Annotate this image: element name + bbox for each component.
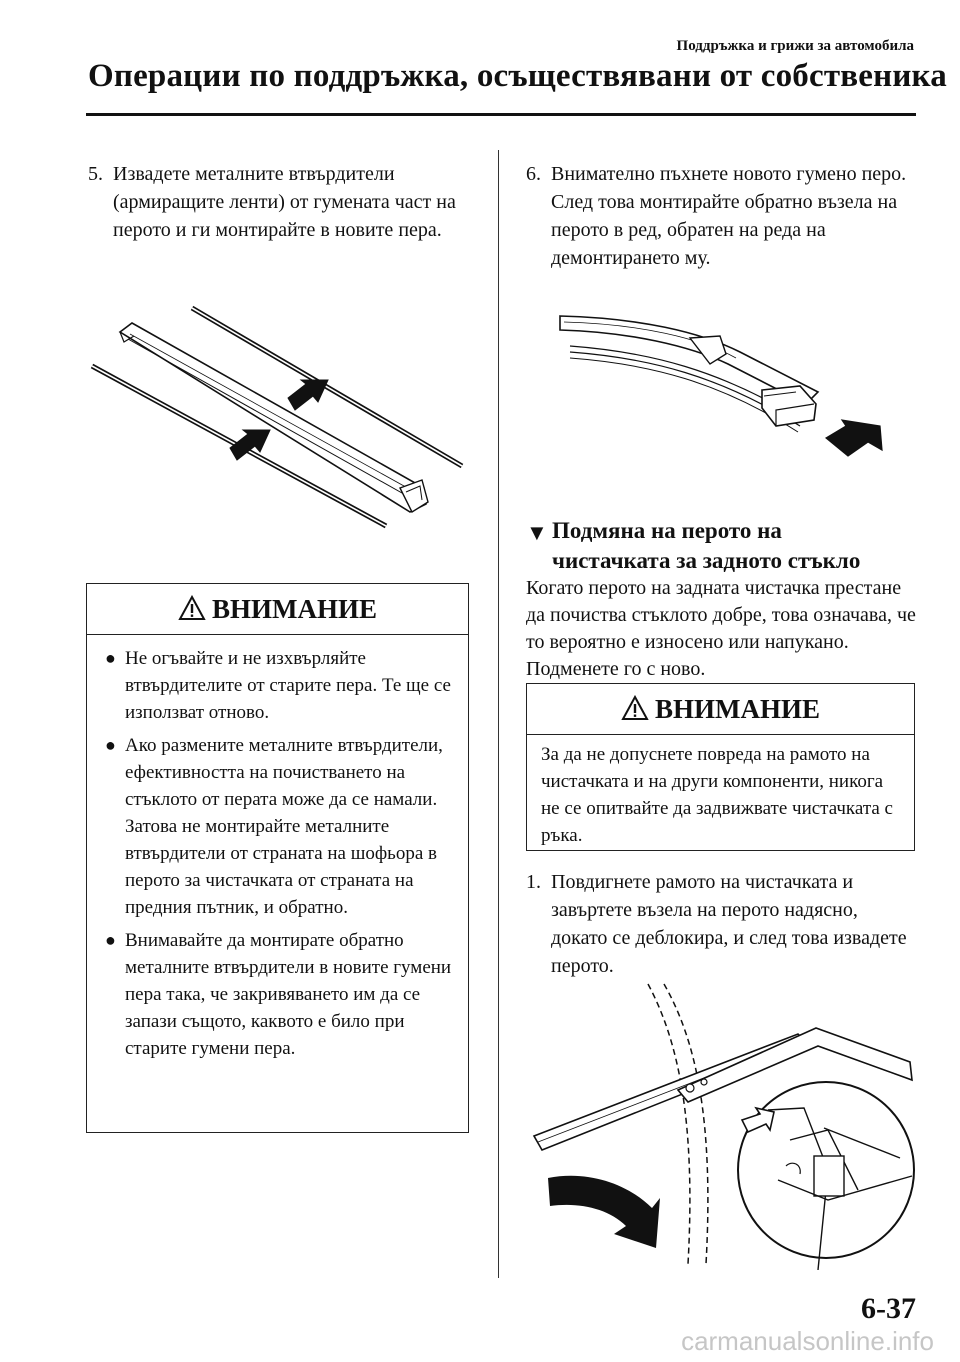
bullet-text: Не огъвайте и не изхвърляйте втвърдителите от старите пера. Те ще се използват отново. [125,648,451,723]
step-number: 1. [526,871,541,893]
warning-box-left [86,583,469,1133]
bullet-dot-icon: ● [105,648,116,668]
section-label: Поддръжка и грижи за автомобила [676,38,914,54]
step-5 [88,160,458,244]
warning-triangle-icon [621,684,655,734]
blade-removal-illustration [528,980,918,1270]
warning-header [87,584,468,635]
step-6 [526,160,916,272]
warning-box-right [526,683,915,851]
header-rule [86,113,916,116]
section-intro: Когато перото на задната чистачка престане да почиства стъклото добре, това означава, че то вероятно е износено или напукано. Подменете го с ново. [526,577,916,680]
heading-line-2: чистачката за задното стъкло [552,548,861,573]
step-text: Извадете металните втвърдители (армиращите ленти) от гумената част на перото и ги монтирайте в новите пера. [113,163,456,241]
blade-insert-illustration [550,300,900,470]
watermark-url: carmanualsonline.info [681,1326,934,1356]
step-text: Повдигнете рамото на чистачката и завъртете възела на перото надясно, докато се деблокира, и след това извадете перото. [551,871,907,977]
warning-bullet [101,927,454,1062]
bullet-dot-icon: ● [105,930,116,950]
step-number: 6. [526,163,541,185]
section-heading [526,516,860,576]
bullet-text: Ако размените металните втвърдители, ефективността на почистването на стъклото от перата може да се намали. Затова не монтирайте металните втвърдители от страната на шофьора в перото за чистачката от страната на предния пътник, и обратно. [125,735,443,918]
warning-header [527,684,914,735]
page-number: 6-37 [861,1292,916,1325]
warning-bullet [101,732,454,921]
column-divider [498,150,499,1278]
warning-title: ВНИМАНИЕ [211,594,377,624]
warning-title: ВНИМАНИЕ [654,694,820,724]
heading-triangle-icon: ▼ [526,520,548,545]
heading-line-1: Подмяна на перото на [552,518,782,543]
warning-text: За да не допуснете повреда на рамото на чистачката и на други компоненти, никога не се опитвайте да задвижвате чистачката с ръка. [541,744,893,846]
warning-triangle-icon [178,584,212,634]
step-1 [526,868,916,980]
warning-bullet [101,645,454,726]
chapter-title: Операции по поддръжка, осъществявани от собственика [88,58,947,94]
stiffener-illustration [88,290,478,540]
bullet-text: Внимавайте да монтирате обратно металните втвърдители в новите гумени пера така, че закривяването им да се запази същото, каквото е било при старите гумени пера. [125,930,452,1059]
bullet-dot-icon: ● [105,735,116,755]
step-text: Внимателно пъхнете новото гумено перо. След това монтирайте обратно възела на перото в ред, обратен на реда на демонтирането му. [551,163,907,269]
step-number: 5. [88,163,103,185]
